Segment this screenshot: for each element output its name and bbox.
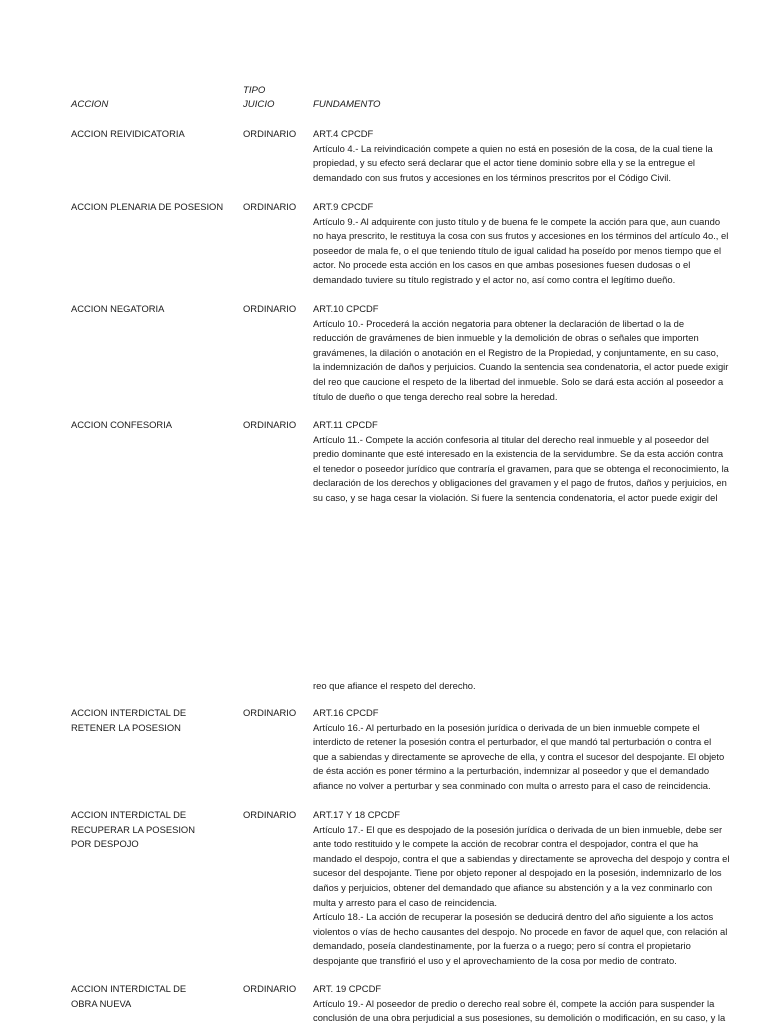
fundamento-line: violentos o vías de hecho causantes del despojo. No procede en favor de aquel que, con relación al xyxy=(313,925,728,937)
header-tipo-line1: TIPO xyxy=(243,85,266,96)
header-fundamento: FUNDAMENTO xyxy=(313,99,381,110)
fundamento-line: Artículo 11.- Compete la acción confesoria al titular del derecho real inmueble y al poseedor del xyxy=(313,433,709,445)
fundamento-line: Artículo 19.- Al poseedor de predio o derecho real sobre él, compete la acción para suspender la xyxy=(313,997,715,1009)
fundamento-line: Artículo 4.- La reivindicación compete a quien no está en posesión de la cosa, de la cual tiene la xyxy=(313,142,713,154)
fundamento-line: multa y arresto para el caso de reincidencia. xyxy=(313,896,497,908)
fundamento-line: ART.9 CPCDF xyxy=(313,201,374,212)
fundamento-line: mandado el despojo, contra el que a sabiendas y directamente se aprovecha del despojo y contra el xyxy=(313,852,730,864)
fundamento-line: sucesor del despojante. Tiene por objeto reponer al despojado en la posesión, indemnizarlo de los xyxy=(313,867,722,879)
fundamento-line: Artículo 10.- Procederá la acción negatoria para obtener la declaración de libertad o la de xyxy=(313,317,685,329)
tipo-cell: ORDINARIO xyxy=(243,419,297,430)
tipo-cell: ORDINARIO xyxy=(243,983,297,994)
accion-cell: ACCION INTERDICTAL DE RECUPERAR LA POSESION POR DESPOJO xyxy=(71,809,195,850)
fundamento-line: predio dominante que esté interesado en la existencia de la servidumbre. Se da esta acción contra xyxy=(313,448,724,460)
tipo-cell: ORDINARIO xyxy=(243,809,297,820)
accion-cell: ACCION INTERDICTAL DE RETENER LA POSESION xyxy=(71,707,187,733)
fundamento-line: declaración de los derechos y obligaciones del gravamen y el pago de frutos, daños y perjuicios, en xyxy=(313,477,727,489)
tipo-cell: ORDINARIO xyxy=(243,707,297,718)
fundamento-line: de ésta acción es poner término a la perturbación, indemnizar al poseedor y que el demandado xyxy=(313,765,710,777)
fundamento-cell xyxy=(313,418,743,506)
fundamento-line: reducción de gravámenes de bien inmueble y la demolición de obras o señales que importen xyxy=(313,332,699,344)
fundamento-line: demandado con sus frutos y accesiones en los términos prescritos por el Código Civil. xyxy=(313,171,671,183)
accion-cell: ACCION NEGATORIA xyxy=(71,303,165,314)
fundamento-line: gravámenes, la dilación o anotación en el Registro de la Propiedad, y conjuntamente, en su caso, xyxy=(313,346,719,358)
fundamento-line: actor. No procede esta acción en los casos en que ambas posesiones fuesen dudosas o el xyxy=(313,259,691,271)
tipo-cell: ORDINARIO xyxy=(243,201,297,212)
fundamento-line: propiedad, y su efecto será declarar que el actor tiene dominio sobre ella y se la entregue el xyxy=(313,157,695,169)
accion-cell: ACCION CONFESORIA xyxy=(71,419,173,430)
fundamento-line: conclusión de una obra perjudicial a sus posesiones, su demolición o modificación, en su caso, y la xyxy=(313,1012,726,1024)
continuation-text: reo que afiance el respeto del derecho. xyxy=(313,680,476,691)
fundamento-cell xyxy=(313,808,743,969)
accion-cell: ACCION PLENARIA DE POSESION xyxy=(71,201,224,212)
fundamento-line: ante todo restituido y le compete la acción de recobrar contra el despojador, contra el que ha xyxy=(313,838,699,850)
fundamento-line: daños y perjuicios, obtener del demandado que afiance su abstención y a la vez conminarlo con xyxy=(313,881,713,893)
fundamento-line: no haya prescrito, le restituya la cosa con sus frutos y accesiones en los términos del artículo 4o., el xyxy=(313,230,729,242)
header-accion: ACCION xyxy=(71,99,109,110)
fundamento-line: ART. 19 CPCDF xyxy=(313,983,382,994)
fundamento-line: interdicto de retener la posesión contra el perturbador, el que mandó tal perturbación o contra el xyxy=(313,736,712,748)
fundamento-line: ART.10 CPCDF xyxy=(313,303,379,314)
fundamento-cell xyxy=(313,200,743,288)
fundamento-line: ART.16 CPCDF xyxy=(313,707,379,718)
fundamento-line: la indemnización de daños y perjuicios. Cuando la sentencia sea condenatoria, el actor puede exigir xyxy=(313,361,729,373)
fundamento-line: título de dueño o que tenga derecho real sobre la heredad. xyxy=(313,390,558,402)
fundamento-cell xyxy=(313,127,743,185)
tipo-cell: ORDINARIO xyxy=(243,303,297,314)
fundamento-line: del reo que caucione el respeto de la libertad del inmueble. Solo se dará esta acción al poseedor a xyxy=(313,375,724,387)
fundamento-line: afiance no volver a perturbar y sea conminado con multa o arresto para el caso de reincidencia. xyxy=(313,779,711,791)
fundamento-line: despojante que transfirió el uso y el aprovechamiento de la cosa por medio de contrato. xyxy=(313,954,677,966)
fundamento-cell xyxy=(313,706,743,794)
fundamento-line: Artículo 16.- Al perturbado en la posesión jurídica o derivada de un bien inmueble compete el xyxy=(313,721,700,733)
tipo-cell: ORDINARIO xyxy=(243,128,297,139)
fundamento-line: ART.17 Y 18 CPCDF xyxy=(313,809,401,820)
fundamento-line: ART.11 CPCDF xyxy=(313,419,378,430)
fundamento-line: que a sabiendas y directamente se aproveche de ella, y contra el sucesor del despojante. El objeto xyxy=(313,750,725,762)
accion-cell: ACCION REIVIDICATORIA xyxy=(71,128,185,139)
fundamento-cell xyxy=(313,982,743,1026)
fundamento-line: su caso, y se haga cesar la violación. Si fuere la sentencia condenatoria, el actor puede exigir del xyxy=(313,491,718,503)
fundamento-line: Artículo 17.- El que es despojado de la posesión jurídica o derivada de un bien inmueble, debe ser xyxy=(313,823,723,835)
fundamento-line: poseedor de mala fe, o el que teniendo título de igual calidad ha poseído por menos tiempo que el xyxy=(313,244,722,256)
header-tipo-line2: JUICIO xyxy=(243,99,275,110)
accion-cell: ACCION INTERDICTAL DE OBRA NUEVA xyxy=(71,983,187,1009)
fundamento-line: Artículo 9.- Al adquirente con justo título y de buena fe le compete la acción para que, aun cuando xyxy=(313,215,721,227)
fundamento-line: ART.4 CPCDF xyxy=(313,128,374,139)
fundamento-cell xyxy=(313,302,743,404)
fundamento-line: el tenedor o poseedor jurídico que contraría el gravamen, para que se obtenga el reconocimiento, la xyxy=(313,462,729,474)
fundamento-line: demandado, poseía clandestinamente, por la fuerza o a ruego; pero sí contra el propietario xyxy=(313,940,691,952)
fundamento-line: Artículo 18.- La acción de recuperar la posesión se deducirá dentro del año siguiente a los actos xyxy=(313,911,714,923)
fundamento-line: demandado tuviere su título registrado y el actor no, así como contra el legítimo dueño. xyxy=(313,273,676,285)
